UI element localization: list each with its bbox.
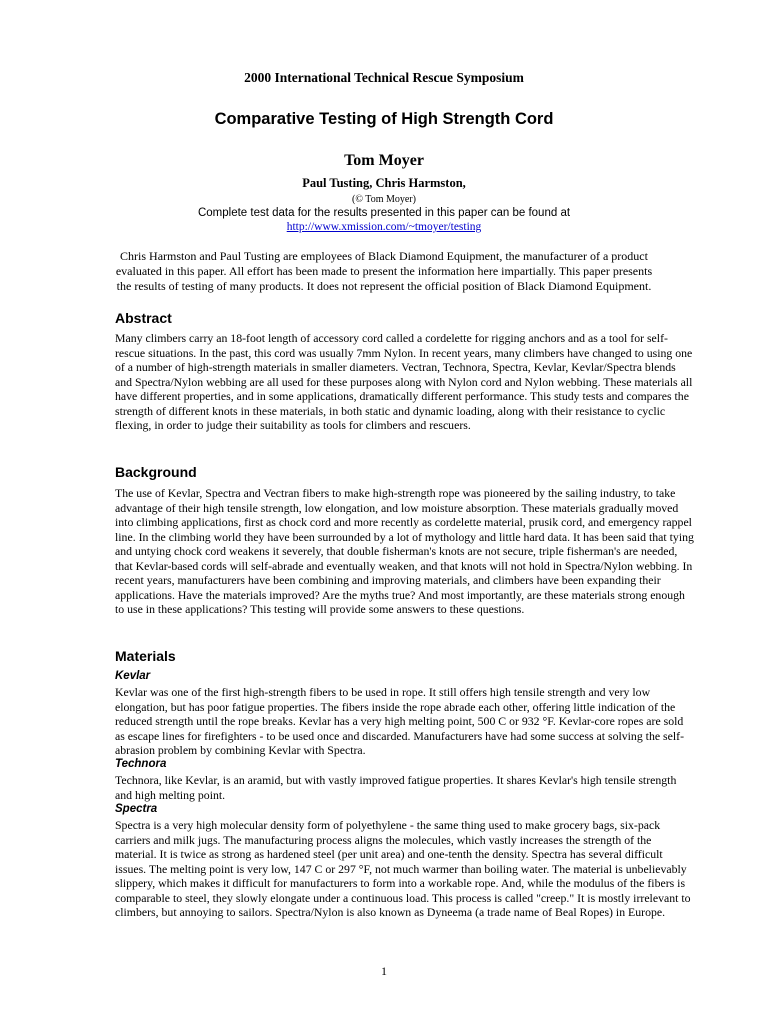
materials-heading: Materials (115, 648, 176, 664)
copyright-notice: (© Tom Moyer) (352, 194, 416, 205)
author-name: Tom Moyer (344, 152, 424, 169)
kevlar-subheading: Kevlar (115, 670, 151, 682)
spectra-paragraph: Spectra is a very high molecular density form of polyethylene - the same thing used to make grocery bags, six-pack carriers and milk jugs. The manufacturing process aligns the molecules, which vastly increases the strength of the material. It is twice as strong as hardened steel (per unit area) and one-tenth the density. Spectra has several difficult issues. The melting point is very low, 147 C or 297 °F, not much warmer than boiling water. The material is unbelievably slippery, which makes it difficult for manufacturers to form into a workable rope. And, while the modulus of the fibers is comparable to steel, they slowly elongate under a continuous load. This process is called "creep." It is mostly irrelevant to climbers, but annoying to sailors. Spectra/Nylon is also known as Dyneema (a trade name of Beal Ropes) in Europe. (115, 818, 691, 919)
page-number: 1 (381, 964, 387, 978)
abstract-paragraph: Many climbers carry an 18-foot length of accessory cord called a cordelette for rigging anchors and as a tool for self-rescue situations. In the past, this cord was usually 7mm Nylon. In recent years, many climbers have changed to using one of a number of high-strength materials in smaller diameters. Vectran, Technora, Spectra, Kevlar, Kevlar/Spectra blends and Spectra/Nylon webbing are all used for these purposes along with Nylon cord and Nylon webbing. These materials all have different properties, and in some applications, dramatically different performance. This study tests and compares the strength of different knots in these materials, in both static and dynamic loading, along with their resistance to cyclic flexing, in order to judge their suitability as tools for climbers and rescuers. (115, 331, 693, 432)
symposium-header: 2000 International Technical Rescue Symposium (244, 70, 524, 85)
spectra-subheading: Spectra (115, 803, 158, 815)
data-note: Complete test data for the results presented in this paper can be found at (197, 207, 571, 219)
testing-data-link[interactable]: http://www.xmission.com/~tmoyer/testing (286, 221, 482, 233)
disclaimer-paragraph: Chris Harmston and Paul Tusting are employees of Black Diamond Equipment, the manufacturer of a product evaluated in this paper. All effort has been made to present the information here impartially. This paper presents the results of testing of many products. It does not represent the official position of Black Diamond Equipment. (115, 249, 653, 293)
technora-subheading: Technora (115, 758, 167, 770)
coauthor-names: Paul Tusting, Chris Harmston, (302, 176, 466, 190)
technora-paragraph: Technora, like Kevlar, is an aramid, but with vastly improved fatigue properties. It shares Kevlar's high tensile strength and high melting point. (115, 773, 677, 802)
background-heading: Background (115, 464, 197, 480)
background-paragraph: The use of Kevlar, Spectra and Vectran fibers to make high-strength rope was pioneered by the sailing industry, to take advantage of their high tensile strength, low elongation, and low moisture absorption. These materials gradually moved into climbing applications, first as chock cord and more recently as cordelette material, prusik cord, and emergency rappel line. In the climbing world they have been surrounded by a lot of mythology and little hard data. It has been said that tying and untying chock cord weakens it severely, that double fisherman's knots are not secure, triple fisherman's are needed, that Kevlar-based cords will self-abrade and eventually weaken, and that knots will not hold in Spectra/Nylon webbing. In recent years, manufacturers have been combining and improving materials, and climbers have been expanding their applications. Have the materials improved? Are the myths true? And most importantly, are these materials strong enough to use in these applications? This testing will provide some answers to these questions. (115, 486, 694, 616)
abstract-heading: Abstract (115, 310, 172, 326)
paper-title: Comparative Testing of High Strength Cord (214, 110, 554, 128)
kevlar-paragraph: Kevlar was one of the first high-strength fibers to be used in rope. It still offers high tensile strength and very low elongation, but has poor fatigue properties. The fibers inside the rope abrade each other, offering little indication of the reduced strength until the rope breaks. Kevlar has a very high melting point, 500 C or 932 °F. Kevlar-core ropes are sold as escape lines for firefighters - to be used once and discarded. Manufacturers have had some success at solving the self-abrasion problem by combining Kevlar with Spectra. (115, 685, 684, 757)
